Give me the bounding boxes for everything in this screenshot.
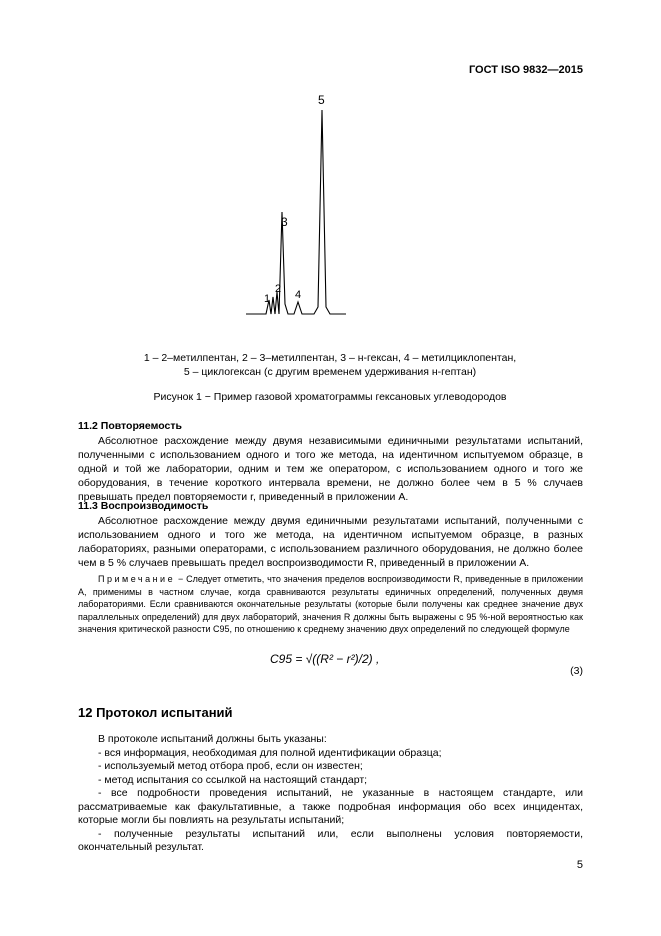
equation-number: (3) — [570, 665, 583, 677]
section-12-intro: В протоколе испытаний должны быть указаны: — [98, 733, 327, 745]
list-item: - полученные результаты испытаний или, если выполнены условия повторяемости, окончательный результат. — [78, 827, 583, 853]
chromatogram-trace — [246, 110, 346, 314]
list-item: - используемый метод отбора проб, если он известен; — [98, 760, 363, 772]
list-item: - вся информация, необходимая для полной идентификации образца; — [98, 746, 442, 759]
section-12-body — [78, 733, 583, 855]
section-11-2-text — [78, 434, 583, 504]
list-item: - метод испытания со ссылкой на настоящий стандарт; — [98, 773, 368, 786]
peak-label-5: 5 — [318, 93, 325, 107]
section-11-3-title: 11.3 Воспроизводимость — [78, 500, 209, 512]
formula-lhs: C95 = — [270, 652, 303, 666]
note-text: − Следует отметить, что значения пределов воспроизводимости R, приведенные в приложении А, применимы в частном случае, когда сравниваются результаты единичных определений, полученных двумя лабораториями. Если сравниваются окончательные результаты (которые были получены как среднее значение двух параллельных определений) для двух лабораторий, значения R должны быть выражены с 95 %-ной вероятностью как значения критической разности C95, по отношению к среднему значению двух определений по следующей формуле — [78, 574, 583, 634]
document-header: ГОСТ ISO 9832—2015 — [468, 64, 583, 76]
peak-label-1: 1 — [264, 293, 271, 305]
chromatogram-figure — [236, 92, 356, 322]
peak-label-3: 3 — [281, 215, 288, 229]
figure-caption: Рисунок 1 − Пример газовой хроматограммы гексановых углеводородов — [153, 391, 507, 403]
section-11-2-paragraph: Абсолютное расхождение между двумя независимыми единичными результатами испытаний, полученными с использованием одного и того же метода, на идентичном испытуемом образце, в одной и той же лаборатории, одним и тем же оператором, с использованием одного и того же оборудования, в течение короткого интервала времени, не должно более чем в 5 % случаев превышать предел повторяемости r, приведенный в приложении А. — [78, 435, 583, 503]
section-12-title: 12 Протокол испытаний — [78, 705, 233, 720]
figure-legend — [70, 351, 590, 379]
peak-label-2: 2 — [275, 283, 282, 295]
formula-rhs: √((R² − r²)/2) , — [305, 652, 380, 666]
note-label: Примечание — [98, 574, 176, 584]
peak-label-4: 4 — [295, 289, 302, 301]
list-item: - все подробности проведения испытаний, не указанные в настоящем стандарте, или рассматриваемые как факультативные, а также подробная информация обо всех инцидентах, которые могли бы повлиять на результаты испытаний; — [78, 787, 583, 826]
section-11-3-text — [78, 514, 583, 570]
legend-line-1: 1 – 2–метилпентан, 2 – 3–метилпентан, 3 – н-гексан, 4 – метилциклопентан, — [143, 352, 517, 364]
note-block — [78, 573, 583, 636]
legend-line-2: 5 – циклогексан (с другим временем удерживания н-гептан) — [183, 366, 477, 378]
page-number: 5 — [576, 859, 583, 871]
section-11-3-paragraph: Абсолютное расхождение между двумя единичными результатами испытаний, полученными с использованием одного и того же метода, на идентичном испытуемом образце, в разных лабораториях, разными операторами, с использованием различного оборудования, не должно более чем в 5 % случаев превышать предел воспроизводимости R, приведенный в приложении А. — [78, 515, 583, 569]
formula-c95 — [270, 652, 379, 666]
section-11-2-title: 11.2 Повторяемость — [78, 420, 182, 432]
